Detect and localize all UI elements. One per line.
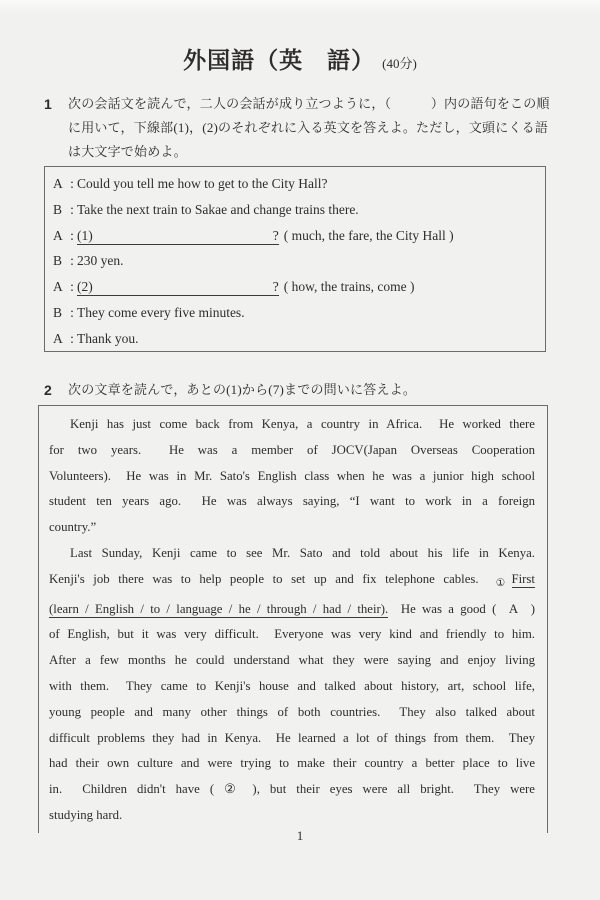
underlined-phrase-1-continued: (learn / English / to / language / he / through / had / their). xyxy=(49,601,389,616)
passage-line xyxy=(49,597,535,623)
instruction-line: 次の会話文を読んで，二人の会話が成り立つように，（ ）内の語句をこの順 xyxy=(68,96,550,111)
question-1-header xyxy=(44,92,566,164)
passage-line: Volunteers). He was in Mr. Sato's English class when he was a junior high school xyxy=(49,468,535,483)
page-title xyxy=(0,42,600,75)
passage-line: had their own culture and were trying to make their country a better place to live xyxy=(49,756,535,771)
speaker-label: B xyxy=(53,253,63,269)
passage-text: He was a good ( A ) xyxy=(388,601,535,616)
question-2-header xyxy=(44,378,566,402)
dialogue-text: Could you tell me how to get to the City Hall? xyxy=(77,176,328,191)
passage-line: studying hard. xyxy=(49,807,123,822)
passage-line: Kenji has just come back from Kenya, a country in Africa. He worked there xyxy=(70,417,535,431)
word-hint-2: ( how, the trains, come ) xyxy=(283,279,415,295)
passage-line: student ten years ago. He was always saying, “I want to work in a foreign xyxy=(49,494,535,509)
blank-number-label: (2) xyxy=(77,279,93,295)
colon-separator: : xyxy=(70,176,74,191)
passage-line: After a few months he could understand what they were saying and enjoy living xyxy=(49,653,535,668)
passage-line: difficult problems they had in Kenya. He learned a lot of things from them. They xyxy=(49,730,535,745)
question-1-instruction xyxy=(68,92,566,164)
dialogue-line xyxy=(53,274,535,300)
dialogue-line xyxy=(53,300,535,326)
passage-line: of English, but it was very difficult. Everyone was very kind and friendly to him. xyxy=(49,627,535,642)
speaker-label: B xyxy=(53,304,63,320)
speaker-label: A xyxy=(53,279,63,295)
colon-separator: : xyxy=(70,304,74,320)
dialogue-line xyxy=(53,326,535,352)
dialogue-text: Take the next train to Sakae and change trains there. xyxy=(77,201,359,217)
speaker-label: B xyxy=(53,201,63,217)
exam-duration: (40分) xyxy=(382,56,417,71)
colon-separator: : xyxy=(70,253,74,269)
passage-line: with them. They came to Kenji's house and talked about history, art, school life, xyxy=(49,678,535,693)
passage-line: country.” xyxy=(49,520,97,535)
passage-text: Kenji's job there was to help people to set up and fix telephone cables. xyxy=(49,571,496,586)
dialogue-box xyxy=(44,166,546,352)
question-mark: ? xyxy=(272,279,279,295)
dialogue-line xyxy=(53,171,535,197)
instruction-line: に用いて，下線部(1)，(2)のそれぞれに入る英文を答えよ。ただし，文頭にくる語 xyxy=(68,120,549,135)
speaker-label: A xyxy=(53,227,63,243)
underlined-phrase-1: First xyxy=(511,571,535,586)
instruction-line: 次の文章を読んで，あとの(1)から(7)までの問いに答えよ。 xyxy=(68,382,417,397)
word-hint-1: ( much, the fare, the City Hall ) xyxy=(283,227,454,243)
answer-blank-1 xyxy=(77,228,279,245)
question-2-instruction xyxy=(68,378,566,402)
circled-number-1: ① xyxy=(495,577,511,589)
colon-separator: : xyxy=(70,279,74,295)
colon-separator: : xyxy=(70,227,74,243)
dialogue-line xyxy=(53,197,535,223)
dialogue-text: They come every five minutes. xyxy=(77,304,245,320)
colon-separator: : xyxy=(70,330,74,346)
passage-line: for two years. He was a member of JOCV(Japan Overseas Cooperation xyxy=(49,442,535,457)
speaker-label: A xyxy=(53,176,63,191)
page-number: 1 xyxy=(296,828,304,843)
dialogue-line xyxy=(53,223,535,249)
exam-title: 外国語（英 語） xyxy=(183,48,376,73)
blank-number-label: (1) xyxy=(77,227,93,243)
speaker-label: A xyxy=(53,330,63,346)
question-1-number: 1 xyxy=(44,96,52,112)
colon-separator: : xyxy=(70,201,74,217)
question-mark: ? xyxy=(272,227,279,243)
passage-line xyxy=(49,567,535,597)
question-2-number: 2 xyxy=(44,382,52,398)
dialogue-line xyxy=(53,248,535,274)
passage-line: in. Children didn't have ( ② ), but their eyes were all bright. They were xyxy=(49,782,535,797)
passage-box xyxy=(38,405,548,833)
dialogue-text: 230 yen. xyxy=(77,253,124,269)
passage-line: young people and many other things of both countries. They also talked about xyxy=(49,704,535,719)
dialogue-text: Thank you. xyxy=(77,330,139,346)
passage-line: Last Sunday, Kenji came to see Mr. Sato and told about his life in Kenya. xyxy=(70,545,535,560)
instruction-line: は大文字で始めよ。 xyxy=(68,144,187,159)
answer-blank-2 xyxy=(77,279,279,296)
